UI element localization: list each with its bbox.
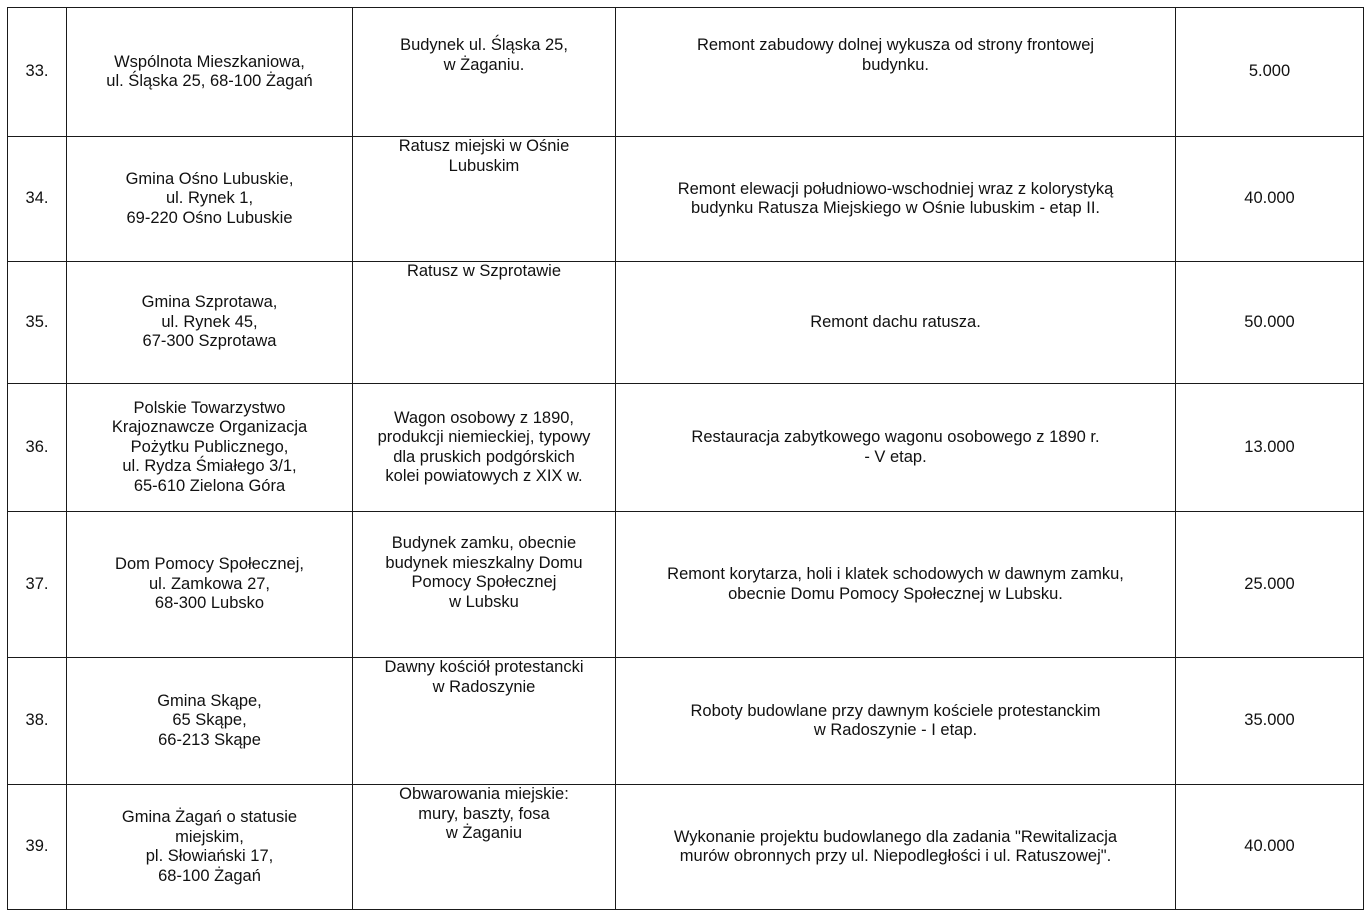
task-cell: Restauracja zabytkowego wagonu osobowego z 1890 r. - V etap. <box>616 384 1176 512</box>
task-cell: Wykonanie projektu budowlanego dla zadania "Rewitalizacja murów obronnych przy ul. Niepodległości i ul. Ratuszowej". <box>616 785 1176 910</box>
row-number: 39. <box>8 785 67 910</box>
beneficiary-cell: Gmina Żagań o statusie miejskim, pl. Słowiański 17, 68-100 Żagań <box>67 785 353 910</box>
beneficiary-cell: Gmina Ośno Lubuskie, ul. Rynek 1, 69-220 Ośno Lubuskie <box>67 137 353 262</box>
task-cell: Remont dachu ratusza. <box>616 262 1176 384</box>
row-number: 35. <box>8 262 67 384</box>
row-number: 33. <box>8 8 67 137</box>
table-row <box>8 785 1364 910</box>
table-row <box>8 384 1364 512</box>
amount-cell: 40.000 <box>1176 785 1364 910</box>
object-cell: Ratusz w Szprotawie <box>353 262 616 384</box>
beneficiary-cell: Dom Pomocy Społecznej, ul. Zamkowa 27, 68-300 Lubsko <box>67 512 353 658</box>
amount-cell: 50.000 <box>1176 262 1364 384</box>
amount-cell: 35.000 <box>1176 658 1364 785</box>
object-cell: Budynek zamku, obecnie budynek mieszkalny Domu Pomocy Społecznej w Lubsku <box>353 512 616 658</box>
table-row <box>8 658 1364 785</box>
table-row <box>8 512 1364 658</box>
row-number: 34. <box>8 137 67 262</box>
object-cell: Wagon osobowy z 1890, produkcji niemieckiej, typowy dla pruskich podgórskich kolei powiatowych z XIX w. <box>353 384 616 512</box>
task-cell: Remont korytarza, holi i klatek schodowych w dawnym zamku, obecnie Domu Pomocy Społecznej w Lubsku. <box>616 512 1176 658</box>
object-cell: Budynek ul. Śląska 25, w Żaganiu. <box>353 8 616 137</box>
object-cell: Dawny kościół protestancki w Radoszynie <box>353 658 616 785</box>
table-row <box>8 262 1364 384</box>
amount-cell: 25.000 <box>1176 512 1364 658</box>
row-number: 36. <box>8 384 67 512</box>
task-cell: Remont zabudowy dolnej wykusza od strony frontowej budynku. <box>616 8 1176 137</box>
table-row <box>8 137 1364 262</box>
object-cell: Obwarowania miejskie: mury, baszty, fosa w Żaganiu <box>353 785 616 910</box>
amount-cell: 5.000 <box>1176 8 1364 137</box>
table-row <box>8 8 1364 137</box>
row-number: 37. <box>8 512 67 658</box>
amount-cell: 40.000 <box>1176 137 1364 262</box>
beneficiary-cell: Wspólnota Mieszkaniowa, ul. Śląska 25, 68-100 Żagań <box>67 8 353 137</box>
row-number: 38. <box>8 658 67 785</box>
amount-cell: 13.000 <box>1176 384 1364 512</box>
beneficiary-cell: Gmina Szprotawa, ul. Rynek 45, 67-300 Szprotawa <box>67 262 353 384</box>
task-cell: Roboty budowlane przy dawnym kościele protestanckim w Radoszynie - I etap. <box>616 658 1176 785</box>
object-cell: Ratusz miejski w Ośnie Lubuskim <box>353 137 616 262</box>
beneficiary-cell: Polskie Towarzystwo Krajoznawcze Organizacja Pożytku Publicznego, ul. Rydza Śmiałego 3/1, 65-610 Zielona Góra <box>67 384 353 512</box>
grants-table <box>7 7 1364 910</box>
beneficiary-cell: Gmina Skąpe, 65 Skąpe, 66-213 Skąpe <box>67 658 353 785</box>
task-cell: Remont elewacji południowo-wschodniej wraz z kolorystyką budynku Ratusza Miejskiego w Ośnie lubuskim - etap II. <box>616 137 1176 262</box>
